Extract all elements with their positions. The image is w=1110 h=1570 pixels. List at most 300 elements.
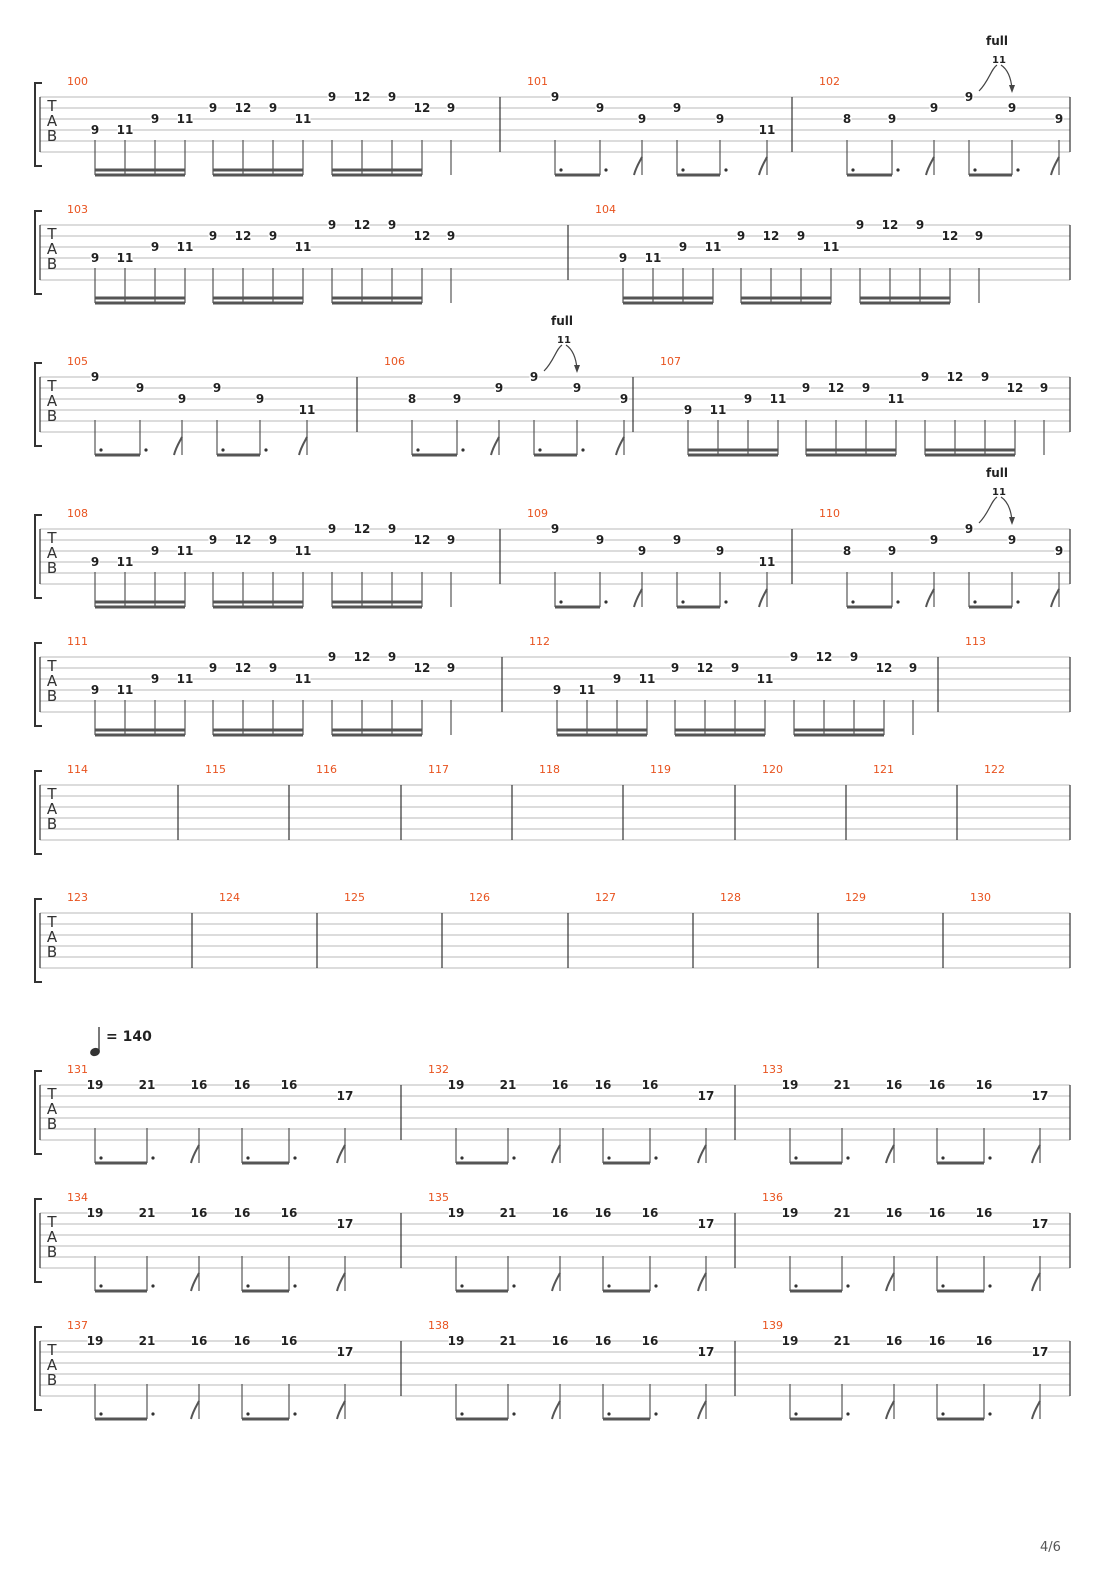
- fret-number: 12: [234, 229, 252, 243]
- fret-number: 11: [294, 672, 312, 686]
- fret-number: 9: [1039, 381, 1049, 395]
- eighth-flag: [191, 1273, 199, 1291]
- dot: [654, 1156, 657, 1159]
- eighth-flag: [337, 1273, 345, 1291]
- fret-number: 9: [446, 229, 456, 243]
- fret-number: 16: [641, 1206, 659, 1220]
- fret-number: 17: [697, 1345, 715, 1359]
- tab-clef-letter: B: [46, 1371, 58, 1389]
- measure: [782, 1206, 1049, 1291]
- fret-number: 9: [683, 403, 693, 417]
- dot: [151, 1156, 154, 1159]
- fret-number: 21: [138, 1078, 156, 1092]
- fret-number: 8: [842, 112, 852, 126]
- dot: [1016, 168, 1019, 171]
- fret-number: 9: [150, 672, 160, 686]
- tab-clef-letter: T: [47, 1341, 57, 1359]
- dot: [896, 168, 899, 171]
- dot: [246, 1284, 249, 1287]
- fret-number: 16: [641, 1334, 659, 1348]
- bend-fret: 11: [992, 55, 1006, 66]
- eighth-flag: [759, 589, 767, 607]
- fret-number: 19: [781, 1078, 799, 1092]
- dot: [293, 1156, 296, 1159]
- tab-clef-letter: B: [46, 1115, 58, 1133]
- dot: [681, 600, 684, 603]
- fret-number: 16: [280, 1078, 298, 1092]
- staff-system: [35, 314, 1070, 455]
- fret-number: 9: [550, 90, 560, 104]
- fret-number: 9: [268, 533, 278, 547]
- tab-clef-letter: B: [46, 687, 58, 705]
- fret-number: 16: [885, 1334, 903, 1348]
- fret-number: 9: [915, 218, 925, 232]
- bend-arrow: [1009, 517, 1015, 525]
- measure: [553, 650, 918, 735]
- eighth-flag: [926, 589, 934, 607]
- tab-clef-letter: B: [46, 127, 58, 145]
- fret-number: 9: [1007, 533, 1017, 547]
- measure-number: 125: [344, 891, 365, 904]
- measure-number: 117: [428, 763, 449, 776]
- dot: [654, 1412, 657, 1415]
- dot: [460, 1412, 463, 1415]
- dot: [99, 1284, 102, 1287]
- fret-number: 9: [327, 90, 337, 104]
- dot: [99, 1156, 102, 1159]
- fret-number: 16: [280, 1334, 298, 1348]
- eighth-flag: [1032, 1145, 1040, 1163]
- fret-number: 11: [116, 251, 134, 265]
- fret-number: 16: [928, 1334, 946, 1348]
- measure: [91, 218, 456, 303]
- staff-system: [35, 34, 1070, 175]
- tab-clef-letter: T: [47, 225, 57, 243]
- fret-number: 9: [929, 533, 939, 547]
- bend-curve: [979, 497, 997, 523]
- measure: [448, 1206, 715, 1291]
- dot: [604, 168, 607, 171]
- fret-number: 9: [150, 240, 160, 254]
- dot: [896, 600, 899, 603]
- tab-clef-letter: T: [47, 785, 57, 803]
- fret-number: 9: [212, 381, 222, 395]
- fret-number: 9: [796, 229, 806, 243]
- dot: [724, 168, 727, 171]
- measure-number: 112: [529, 635, 550, 648]
- fret-number: 9: [789, 650, 799, 664]
- fret-number: 9: [327, 218, 337, 232]
- dot: [794, 1284, 797, 1287]
- measure-number: 107: [660, 355, 681, 368]
- fret-number: 12: [762, 229, 780, 243]
- tab-clef-letter: B: [46, 255, 58, 273]
- fret-number: 9: [980, 370, 990, 384]
- fret-number: 9: [268, 229, 278, 243]
- fret-number: 9: [964, 522, 974, 536]
- dot: [607, 1284, 610, 1287]
- measure-number: 111: [67, 635, 88, 648]
- fret-number: 12: [815, 650, 833, 664]
- tab-clef-letter: T: [47, 657, 57, 675]
- eighth-flag: [634, 157, 642, 175]
- measure: [782, 1334, 1049, 1419]
- fret-number: 9: [637, 112, 647, 126]
- measure-number: 128: [720, 891, 741, 904]
- fret-number: 12: [696, 661, 714, 675]
- measure-number: 131: [67, 1063, 88, 1076]
- fret-number: 11: [116, 683, 134, 697]
- fret-number: 21: [138, 1334, 156, 1348]
- dot: [246, 1412, 249, 1415]
- fret-number: 12: [353, 90, 371, 104]
- dot: [941, 1156, 944, 1159]
- measure: [91, 90, 456, 175]
- bend-curve: [544, 345, 562, 371]
- fret-number: 16: [551, 1078, 569, 1092]
- fret-number: 9: [736, 229, 746, 243]
- staff-bracket: [35, 1199, 42, 1282]
- dot: [846, 1284, 849, 1287]
- fret-number: 12: [353, 218, 371, 232]
- dot: [264, 448, 267, 451]
- fret-number: 9: [529, 370, 539, 384]
- fret-number: 9: [964, 90, 974, 104]
- fret-number: 19: [781, 1206, 799, 1220]
- fret-number: 11: [176, 544, 194, 558]
- fret-number: 21: [499, 1078, 517, 1092]
- measure: [843, 466, 1064, 607]
- dot: [973, 168, 976, 171]
- eighth-flag: [634, 589, 642, 607]
- fret-number: 16: [594, 1078, 612, 1092]
- dot: [851, 168, 854, 171]
- fret-number: 9: [446, 533, 456, 547]
- fret-number: 21: [833, 1334, 851, 1348]
- fret-number: 9: [855, 218, 865, 232]
- fret-number: 16: [190, 1078, 208, 1092]
- fret-number: 9: [387, 650, 397, 664]
- tab-clef-letter: A: [46, 1356, 58, 1374]
- fret-number: 16: [975, 1206, 993, 1220]
- measure-number: 104: [595, 203, 616, 216]
- fret-number: 9: [908, 661, 918, 675]
- fret-number: 21: [138, 1206, 156, 1220]
- measure-number: 113: [965, 635, 986, 648]
- tab-clef-letter: B: [46, 559, 58, 577]
- fret-number: 9: [150, 544, 160, 558]
- fret-number: 12: [875, 661, 893, 675]
- eighth-flag: [552, 1273, 560, 1291]
- eighth-flag: [552, 1145, 560, 1163]
- measure-number: 106: [384, 355, 405, 368]
- fret-number: 11: [756, 672, 774, 686]
- fret-number: 16: [190, 1334, 208, 1348]
- staff-system: [35, 203, 1070, 303]
- fret-number: 9: [715, 544, 725, 558]
- bend-label: full: [551, 314, 573, 328]
- eighth-flag: [491, 437, 499, 455]
- measure: [87, 1206, 354, 1291]
- staff-bracket: [35, 211, 42, 294]
- staff-bracket: [35, 1327, 42, 1410]
- fret-number: 17: [1031, 1217, 1049, 1231]
- eighth-flag: [759, 157, 767, 175]
- staff-system: [35, 1027, 1070, 1163]
- fret-number: 9: [670, 661, 680, 675]
- fret-number: 16: [280, 1206, 298, 1220]
- fret-number: 9: [494, 381, 504, 395]
- dot: [512, 1156, 515, 1159]
- fret-number: 11: [176, 672, 194, 686]
- tab-clef-letter: B: [46, 1243, 58, 1261]
- fret-number: 9: [1007, 101, 1017, 115]
- dot: [988, 1156, 991, 1159]
- fret-number: 9: [619, 392, 629, 406]
- dot: [681, 168, 684, 171]
- fret-number: 17: [336, 1217, 354, 1231]
- fret-number: 16: [594, 1206, 612, 1220]
- fret-number: 9: [90, 251, 100, 265]
- eighth-flag: [1032, 1401, 1040, 1419]
- measure-number: 139: [762, 1319, 783, 1332]
- fret-number: 12: [413, 229, 431, 243]
- eighth-flag: [1032, 1273, 1040, 1291]
- fret-number: 12: [234, 661, 252, 675]
- fret-number: 9: [1054, 544, 1064, 558]
- measure: [408, 314, 629, 455]
- fret-number: 9: [595, 101, 605, 115]
- measure-number: 119: [650, 763, 671, 776]
- fret-number: 11: [294, 240, 312, 254]
- bend-curve: [979, 65, 997, 91]
- fret-number: 11: [116, 123, 134, 137]
- dot: [246, 1156, 249, 1159]
- fret-number: 12: [881, 218, 899, 232]
- measure-number: 101: [527, 75, 548, 88]
- fret-number: 16: [928, 1206, 946, 1220]
- staff-bracket: [35, 515, 42, 598]
- eighth-flag: [174, 437, 182, 455]
- fret-number: 16: [233, 1206, 251, 1220]
- dot: [794, 1156, 797, 1159]
- dot: [607, 1412, 610, 1415]
- staff-bracket: [35, 899, 42, 982]
- fret-number: 16: [885, 1078, 903, 1092]
- staff-system: [35, 763, 1070, 854]
- bend-fret: 11: [992, 487, 1006, 498]
- fret-number: 19: [447, 1206, 465, 1220]
- fret-number: 16: [641, 1078, 659, 1092]
- measure-number: 116: [316, 763, 337, 776]
- fret-number: 9: [618, 251, 628, 265]
- dot: [559, 600, 562, 603]
- bend-arrow: [1009, 85, 1015, 93]
- tab-clef-letter: B: [46, 815, 58, 833]
- eighth-flag: [886, 1145, 894, 1163]
- fret-number: 16: [190, 1206, 208, 1220]
- measure-number: 138: [428, 1319, 449, 1332]
- measure-number: 130: [970, 891, 991, 904]
- fret-number: 9: [387, 218, 397, 232]
- fret-number: 8: [407, 392, 417, 406]
- tab-clef-letter: T: [47, 913, 57, 931]
- fret-number: 9: [550, 522, 560, 536]
- measure: [91, 370, 316, 455]
- fret-number: 12: [413, 101, 431, 115]
- fret-number: 9: [327, 650, 337, 664]
- fret-number: 12: [1006, 381, 1024, 395]
- measure-number: 132: [428, 1063, 449, 1076]
- measure-number: 134: [67, 1191, 88, 1204]
- dot: [99, 1412, 102, 1415]
- measure-number: 108: [67, 507, 88, 520]
- bend-fret: 11: [557, 335, 571, 346]
- measure: [551, 90, 776, 175]
- eighth-flag: [1051, 589, 1059, 607]
- fret-number: 11: [116, 555, 134, 569]
- fret-number: 9: [887, 544, 897, 558]
- fret-number: 9: [135, 381, 145, 395]
- measure-number: 126: [469, 891, 490, 904]
- measure-number: 133: [762, 1063, 783, 1076]
- fret-number: 9: [849, 650, 859, 664]
- tab-clef-letter: A: [46, 1228, 58, 1246]
- staff-bracket: [35, 1071, 42, 1154]
- eighth-flag: [191, 1145, 199, 1163]
- dot: [144, 448, 147, 451]
- dot: [941, 1412, 944, 1415]
- bend-label: full: [986, 34, 1008, 48]
- tab-clef-letter: A: [46, 112, 58, 130]
- fret-number: 12: [234, 101, 252, 115]
- measure-number: 121: [873, 763, 894, 776]
- fret-number: 21: [833, 1206, 851, 1220]
- dot: [293, 1412, 296, 1415]
- staff-bracket: [35, 363, 42, 446]
- tab-clef-letter: T: [47, 529, 57, 547]
- dot: [794, 1412, 797, 1415]
- fret-number: 11: [298, 403, 316, 417]
- eighth-flag: [698, 1145, 706, 1163]
- fret-number: 9: [715, 112, 725, 126]
- tab-clef-letter: A: [46, 800, 58, 818]
- dot: [846, 1412, 849, 1415]
- fret-number: 9: [672, 533, 682, 547]
- dot: [538, 448, 541, 451]
- fret-number: 12: [413, 661, 431, 675]
- measure-number: 103: [67, 203, 88, 216]
- fret-number: 9: [446, 101, 456, 115]
- fret-number: 9: [678, 240, 688, 254]
- fret-number: 9: [801, 381, 811, 395]
- fret-number: 19: [86, 1334, 104, 1348]
- page-number: 4/6: [1040, 1540, 1061, 1555]
- fret-number: 16: [594, 1334, 612, 1348]
- fret-number: 9: [552, 683, 562, 697]
- fret-number: 12: [234, 533, 252, 547]
- fret-number: 17: [697, 1089, 715, 1103]
- measure-number: 102: [819, 75, 840, 88]
- staff-bracket: [35, 83, 42, 166]
- fret-number: 17: [336, 1345, 354, 1359]
- fret-number: 16: [928, 1078, 946, 1092]
- tab-clef-letter: B: [46, 943, 58, 961]
- fret-number: 9: [446, 661, 456, 675]
- eighth-flag: [337, 1401, 345, 1419]
- fret-number: 11: [769, 392, 787, 406]
- dot: [99, 448, 102, 451]
- eighth-flag: [1051, 157, 1059, 175]
- staff-system: [35, 466, 1070, 607]
- fret-number: 9: [672, 101, 682, 115]
- tab-clef-letter: B: [46, 407, 58, 425]
- staff-system: [35, 635, 1070, 735]
- staff-system: [35, 1191, 1070, 1291]
- eighth-flag: [337, 1145, 345, 1163]
- fret-number: 12: [827, 381, 845, 395]
- fret-number: 11: [758, 555, 776, 569]
- measure-number: 110: [819, 507, 840, 520]
- measure-number: 135: [428, 1191, 449, 1204]
- fret-number: 12: [353, 650, 371, 664]
- fret-number: 16: [885, 1206, 903, 1220]
- fret-number: 16: [975, 1334, 993, 1348]
- tab-clef-letter: A: [46, 544, 58, 562]
- staff-system: [35, 1319, 1070, 1419]
- fret-number: 9: [90, 123, 100, 137]
- tab-clef-letter: T: [47, 377, 57, 395]
- fret-number: 16: [551, 1334, 569, 1348]
- fret-number: 9: [177, 392, 187, 406]
- measure: [91, 522, 456, 607]
- measure-number: 123: [67, 891, 88, 904]
- eighth-flag: [552, 1401, 560, 1419]
- dot: [461, 448, 464, 451]
- fret-number: 9: [208, 661, 218, 675]
- dot: [851, 600, 854, 603]
- tab-clef-letter: A: [46, 240, 58, 258]
- tab-clef-letter: A: [46, 928, 58, 946]
- measure: [843, 34, 1064, 175]
- measure: [91, 650, 456, 735]
- fret-number: 9: [743, 392, 753, 406]
- measure-number: 100: [67, 75, 88, 88]
- fret-number: 9: [637, 544, 647, 558]
- eighth-flag: [886, 1273, 894, 1291]
- fret-number: 17: [1031, 1089, 1049, 1103]
- fret-number: 17: [697, 1217, 715, 1231]
- dot: [1016, 600, 1019, 603]
- staff-bracket: [35, 643, 42, 726]
- dot: [846, 1156, 849, 1159]
- measure: [448, 1334, 715, 1419]
- eighth-flag: [299, 437, 307, 455]
- tab-clef-letter: A: [46, 392, 58, 410]
- dot: [988, 1284, 991, 1287]
- fret-number: 9: [255, 392, 265, 406]
- dot: [724, 600, 727, 603]
- fret-number: 9: [572, 381, 582, 395]
- measure: [782, 1078, 1049, 1163]
- dot: [654, 1284, 657, 1287]
- fret-number: 16: [233, 1078, 251, 1092]
- fret-number: 9: [452, 392, 462, 406]
- fret-number: 19: [86, 1206, 104, 1220]
- dot: [221, 448, 224, 451]
- measure-number: 124: [219, 891, 240, 904]
- fret-number: 11: [704, 240, 722, 254]
